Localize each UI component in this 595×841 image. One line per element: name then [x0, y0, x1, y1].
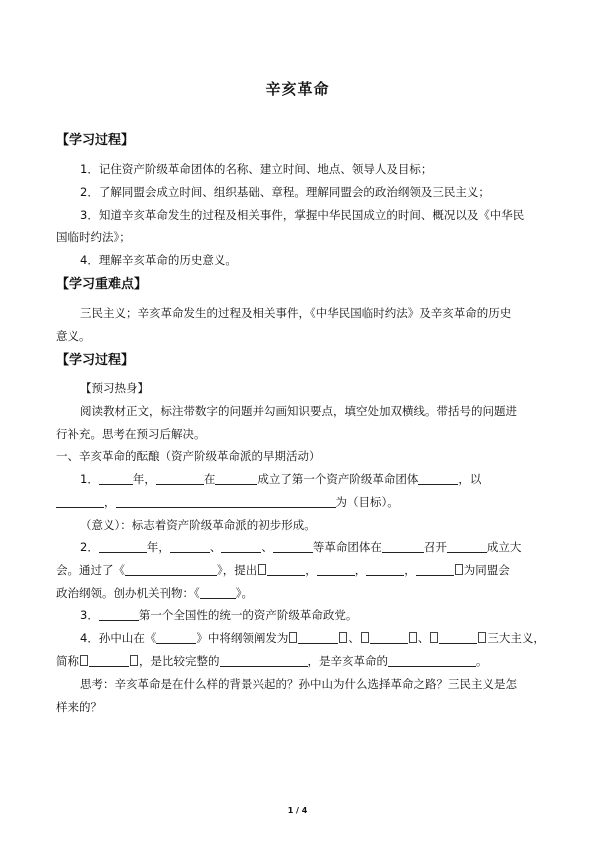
blank[interactable]: [366, 563, 404, 576]
section-heading-key-points: 【学习重难点】: [56, 277, 148, 292]
box-glyph-icon: [409, 632, 417, 643]
q4-text-a: 4．孙中山在《: [80, 631, 157, 645]
q2-text-c: 、: [209, 540, 222, 554]
q4-text-d: 、: [417, 631, 430, 645]
blank[interactable]: [370, 631, 408, 644]
objective-1: 1．记住资产阶级革命团体的名称、建立时间、地点、领导人及目标；: [80, 162, 433, 176]
blank[interactable]: [273, 540, 313, 553]
box-glyph-icon: [130, 655, 138, 666]
q2-text-n: 政治纲领。创办机关刊物：《: [56, 586, 200, 600]
question-1-meaning: （意义）：标志着资产阶级革命派的初步形成。: [80, 518, 316, 532]
question-2-line-3: [56, 585, 253, 601]
q4-text-e: 三大主义，: [487, 631, 545, 645]
box-glyph-icon: [80, 655, 88, 666]
objective-2: 2．了解同盟会成立时间、组织基础、章程。理解同盟会的政治纲领及三民主义；: [80, 185, 490, 199]
blank[interactable]: [156, 631, 196, 644]
blank[interactable]: [418, 472, 458, 485]
box-glyph-icon: [258, 564, 266, 575]
blank[interactable]: [116, 495, 336, 508]
blank[interactable]: [170, 540, 210, 553]
q2-text-i: 》，提出: [217, 563, 258, 577]
blank[interactable]: [99, 540, 147, 553]
q4-text-c: 、: [348, 631, 360, 645]
blank[interactable]: [215, 472, 257, 485]
q2-text-a: 2．: [80, 540, 99, 554]
blank[interactable]: [447, 540, 487, 553]
box-glyph-icon: [478, 632, 486, 643]
q1-text-c: 在: [203, 472, 216, 486]
q2-text-g: 成立大: [486, 540, 522, 554]
q1-text-a: 1．: [80, 472, 99, 486]
q2-text-o: 》。: [235, 586, 253, 600]
intro-line-2: 行补充。思考在预习后解决。: [56, 427, 206, 441]
page-title: 辛亥革命: [265, 80, 330, 98]
q2-text-d: 、: [261, 540, 273, 554]
q1-text-g: 为（目标）。: [335, 495, 399, 509]
question-1-line-2: [56, 494, 399, 510]
intro-line-1: 阅读教材正文，标注带数字的问题并勾画知识要点，填空处加双横线。带括号的问题进: [80, 404, 517, 418]
box-glyph-icon: [289, 632, 297, 643]
objective-4: 4．理解辛亥革命的历史意义。: [80, 253, 237, 267]
blank[interactable]: [200, 586, 236, 599]
blank[interactable]: [156, 472, 204, 485]
question-4-line-2: [56, 653, 488, 669]
preview-label: 【预习热身】: [80, 381, 149, 395]
q4-text-i: 。: [476, 654, 488, 668]
q2-text-f: 召开: [423, 540, 447, 554]
blank[interactable]: [56, 495, 104, 508]
box-glyph-icon: [455, 564, 463, 575]
blank[interactable]: [220, 654, 308, 667]
q4-text-b: 》中将纲领阐发为: [196, 631, 289, 645]
box-glyph-icon: [361, 632, 369, 643]
blank[interactable]: [298, 631, 338, 644]
blank[interactable]: [388, 654, 476, 667]
question-4-line-1: [80, 630, 545, 646]
blank[interactable]: [267, 563, 305, 576]
key-points-line-1: 三民主义；辛亥革命发生的过程及相关事件，《中华民国临时约法》及辛亥革命的历史: [80, 306, 512, 320]
think-line-1: 思考：辛亥革命是在什么样的背景兴起的？孙中山为什么选择革命之路？三民主义是怎: [80, 677, 517, 691]
q2-text-e: 等革命团体在: [312, 540, 382, 554]
think-line-2: 样来的？: [56, 700, 102, 714]
q2-text-k: ，: [354, 563, 367, 577]
q1-text-d: 成立了第一个资产阶级革命团体: [257, 472, 419, 486]
q3-text-b: 第一个全国性的统一的资产阶级革命政党。: [138, 608, 358, 622]
box-glyph-icon: [339, 632, 347, 643]
blank[interactable]: [125, 563, 217, 576]
box-glyph-icon: [430, 632, 438, 643]
section-heading-process: 【学习过程】: [56, 133, 135, 148]
q2-text-m: 为同盟会: [463, 563, 510, 577]
question-3: [80, 607, 357, 623]
question-1-line-1: [80, 471, 481, 487]
blank[interactable]: [317, 563, 355, 576]
question-2-line-1: [80, 539, 521, 555]
question-2-line-2: [56, 562, 510, 578]
q2-text-h: 会。通过了《: [56, 563, 125, 577]
q1-text-f: ，: [104, 495, 116, 509]
q4-text-g: ，是比较完整的: [139, 654, 220, 668]
objective-3-cont: 国临时约法》；: [56, 230, 131, 244]
q2-text-l: ，: [404, 563, 416, 577]
q3-text-a: 3．: [80, 608, 99, 622]
objective-3: 3．知道辛亥革命发生的过程及相关事件，掌握中华民国成立的时间、概况以及《中华民: [80, 208, 525, 222]
blank[interactable]: [89, 654, 129, 667]
part1-title: 一、辛亥革命的酝酿（资产阶级革命派的早期活动）: [56, 449, 321, 463]
q4-text-h: ，是辛亥革命的: [307, 654, 388, 668]
blank[interactable]: [99, 472, 133, 485]
page-number: 1 / 4: [287, 806, 308, 815]
blank[interactable]: [382, 540, 424, 553]
blank[interactable]: [221, 540, 261, 553]
key-points-line-2: 意义。: [56, 329, 91, 343]
q1-text-b: 年，: [132, 472, 156, 486]
section-heading-process-2: 【学习过程】: [56, 353, 135, 368]
q4-text-f: 简称: [56, 654, 79, 668]
q1-text-e: ，以: [458, 472, 482, 486]
blank[interactable]: [416, 563, 454, 576]
blank[interactable]: [99, 608, 139, 621]
q2-text-b: 年，: [146, 540, 170, 554]
q2-text-j: ，: [305, 563, 317, 577]
blank[interactable]: [439, 631, 477, 644]
